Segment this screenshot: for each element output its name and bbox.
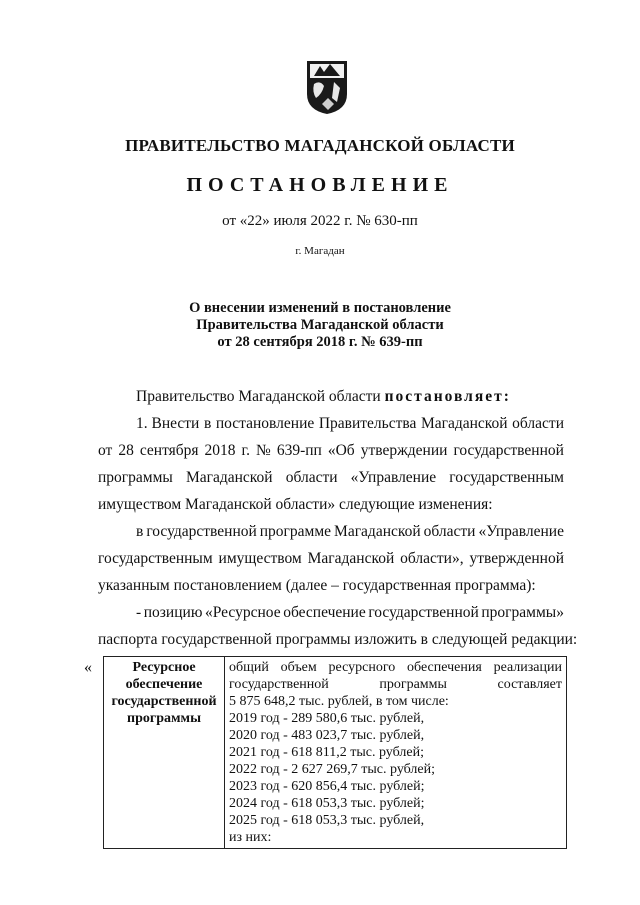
year-funding-line: 2022 год - 2 627 269,7 тыс. рублей; — [229, 762, 436, 777]
word: программы» — [481, 604, 564, 621]
paragraph-1-line — [98, 410, 564, 437]
word: г. — [241, 442, 251, 459]
word: № — [256, 442, 271, 459]
word: 2018 — [204, 442, 236, 459]
year-funding-line: 2023 год - 620 856,4 тыс. рублей; — [229, 779, 425, 794]
word: реализации — [493, 660, 562, 675]
subject-line: Правительства Магаданской области — [196, 317, 444, 333]
paragraph-1-line — [98, 464, 564, 491]
word: государственной — [229, 677, 329, 692]
word: «Ресурсное — [205, 604, 281, 621]
word: 28 — [118, 442, 134, 459]
label-line: государственной — [111, 694, 217, 709]
value-line — [229, 676, 562, 693]
word: имуществом — [218, 550, 302, 567]
word: позицию — [143, 604, 203, 621]
word: программе — [259, 523, 332, 540]
word: в — [203, 415, 212, 432]
word: объем — [280, 660, 317, 675]
paragraph-3-line — [98, 599, 564, 626]
word: Магаданской — [185, 469, 273, 486]
year-funding-line: 2019 год - 289 580,6 тыс. рублей, — [229, 711, 425, 726]
word: 1. Внести — [136, 415, 200, 432]
year-funding-line: 2024 год - 618 053,3 тыс. рублей; — [229, 796, 425, 811]
paragraph-2-line: указанным постановлением (далее – государственная программа): — [98, 577, 536, 594]
word: утвержденной — [469, 550, 564, 567]
intro-verb: постановляет: — [384, 388, 511, 405]
word: общий — [229, 660, 269, 675]
word: Магаданской — [307, 550, 395, 567]
word: государственным — [98, 550, 213, 567]
paragraph-2-line — [98, 518, 564, 545]
year-funding-line: 2020 год - 483 023,7 тыс. рублей, — [229, 728, 425, 743]
year-funding-line: 2021 год - 618 811,2 тыс. рублей; — [229, 745, 424, 760]
document-subject — [0, 300, 640, 351]
word: Магаданской — [420, 415, 508, 432]
word: государственным — [449, 469, 564, 486]
word: обеспечение — [283, 604, 366, 621]
label-line: обеспечение — [125, 677, 203, 692]
value-line — [229, 659, 562, 676]
year-funding-line: 2025 год - 618 053,3 тыс. рублей, — [229, 813, 425, 828]
paragraph-3-line: паспорта государственной программы изложить в следующей редакции: — [98, 631, 578, 648]
word: государственной — [368, 604, 479, 621]
word: постановление — [215, 415, 315, 432]
word: Магаданской — [334, 523, 421, 540]
document-date-number: от «22» июля 2022 г. № 630-пп — [222, 213, 418, 229]
word: области — [423, 523, 476, 540]
coat-of-arms-icon — [304, 58, 350, 116]
word: государственной — [453, 442, 564, 459]
table-value-cell — [225, 657, 567, 849]
word: обеспечения — [407, 660, 482, 675]
word: в — [136, 523, 144, 540]
word: сентября — [139, 442, 199, 459]
word: ресурсного — [328, 660, 396, 675]
intro-paragraph — [98, 383, 564, 410]
table-label-cell — [104, 657, 225, 849]
word: - — [136, 604, 142, 621]
subject-line: от 28 сентября 2018 г. № 639-пп — [217, 334, 423, 350]
word: «Управление — [350, 469, 437, 486]
paragraph-2-line — [98, 545, 564, 572]
document-type: ПОСТАНОВЛЕНИЕ — [186, 174, 454, 196]
intro-prefix: Правительство Магаданской области — [136, 388, 381, 405]
word: «Об — [327, 442, 355, 459]
label-line: Ресурсное — [132, 660, 196, 675]
label-line: программы — [127, 711, 201, 726]
word: области — [512, 415, 564, 432]
word: утверждении — [360, 442, 448, 459]
word: области — [285, 469, 338, 486]
opening-quote: « — [84, 659, 92, 676]
passport-table — [103, 656, 567, 849]
word: программы — [98, 469, 173, 486]
value-line: 5 875 648,2 тыс. рублей, в том числе: — [229, 694, 449, 709]
value-line: из них: — [229, 830, 272, 845]
table-row — [104, 657, 567, 849]
word: от — [98, 442, 113, 459]
paragraph-1-line: имуществом Магаданской области» следующие изменения: — [98, 496, 493, 513]
document-body — [98, 383, 578, 653]
government-title: ПРАВИТЕЛЬСТВО МАГАДАНСКОЙ ОБЛАСТИ — [125, 136, 515, 155]
document-city: г. Магадан — [295, 245, 345, 257]
paragraph-1-line — [98, 437, 564, 464]
word: программы — [379, 677, 447, 692]
word: 639-пп — [276, 442, 322, 459]
word: Правительства — [318, 415, 417, 432]
word: составляет — [497, 677, 562, 692]
word: «Управление — [478, 523, 564, 540]
word: области», — [400, 550, 464, 567]
word: государственной — [146, 523, 257, 540]
subject-line: О внесении изменений в постановление — [189, 300, 451, 316]
